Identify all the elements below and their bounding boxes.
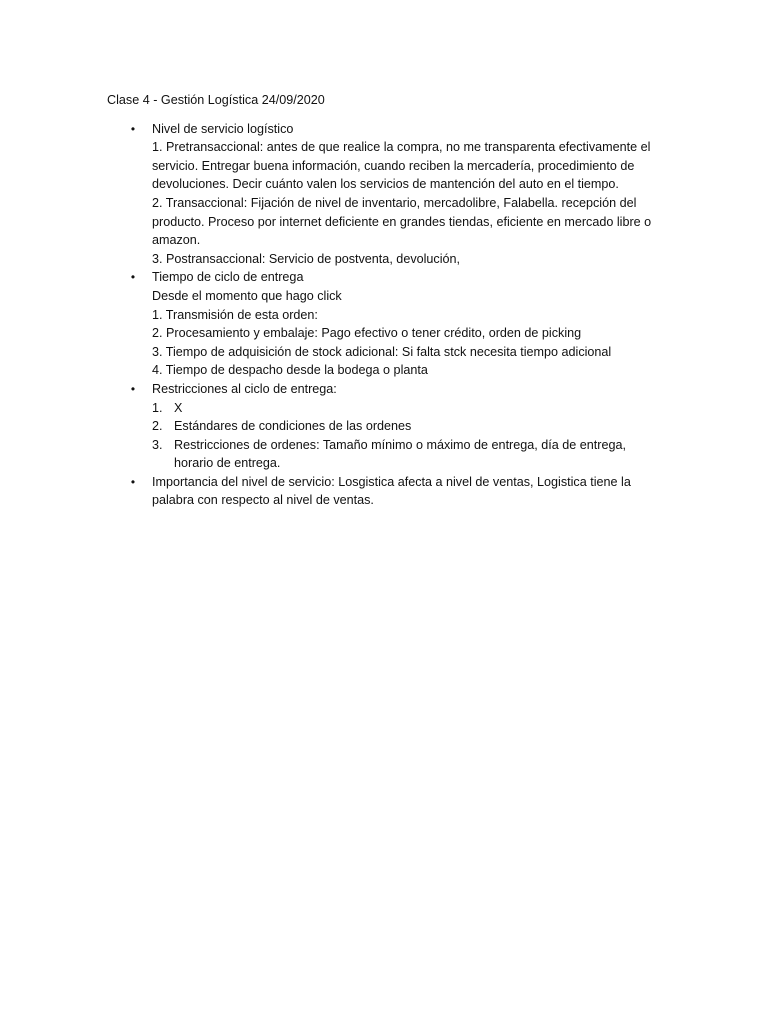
bullet-item-delivery-cycle	[107, 268, 667, 380]
bullet-dot-icon: •	[130, 381, 136, 396]
bullet-item-restrictions	[107, 380, 667, 473]
paragraph-line: 3. Postransaccional: Servicio de postventa, devolución,	[152, 251, 461, 266]
bullet-heading: Restricciones al ciclo de entrega:	[152, 381, 337, 396]
numbered-item	[152, 399, 667, 418]
paragraph-line: 2. Transaccional: Fijación de nivel de inventario, mercadolibre, Falabella. recepción del producto. Proceso por internet deficiente en grandes tiendas, eficiente en mercado libre o amazon.	[152, 195, 652, 248]
numbered-item-text: Restricciones de ordenes: Tamaño mínimo o máximo de entrega, día de entrega, horario de entrega.	[174, 437, 626, 471]
numbered-list	[152, 399, 667, 473]
bullet-heading: Nivel de servicio logístico	[152, 121, 294, 136]
paragraph-line: 1. Pretransaccional: antes de que realice la compra, no me transparenta efectivamente el servicio. Entregar buena información, cuando reciben la mercadería, procedimiento de devoluciones. Decir cuánto valen los servicios de mantención del auto en el tiempo.	[152, 140, 651, 192]
paragraph-line: 1. Transmisión de esta orden:	[152, 307, 318, 322]
numbered-item	[152, 417, 667, 436]
bullet-heading: Tiempo de ciclo de entrega	[152, 270, 304, 285]
numbered-item-text: Estándares de condiciones de las ordenes	[174, 419, 412, 434]
numbered-item-text: X	[174, 400, 183, 415]
document-title: Clase 4 - Gestión Logística 24/09/2020	[107, 93, 325, 107]
numbered-item-number: 2.	[152, 419, 163, 434]
numbered-item-number: 3.	[152, 437, 163, 452]
paragraph-line: Desde el momento que hago click	[152, 288, 342, 303]
bullet-dot-icon: •	[130, 270, 136, 285]
bullet-dot-icon: •	[130, 121, 136, 136]
numbered-item	[152, 436, 667, 473]
paragraph-line: 3. Tiempo de adquisición de stock adicional: Si falta stck necesita tiempo adicional	[152, 344, 612, 359]
document-body	[107, 91, 667, 510]
bullet-dot-icon: •	[130, 474, 136, 489]
bullet-item-service-level	[107, 120, 667, 269]
bullet-list	[107, 120, 667, 510]
bullet-item-importance	[107, 473, 667, 510]
paragraph-line: 4. Tiempo de despacho desde la bodega o planta	[152, 363, 428, 378]
numbered-item-number: 1.	[152, 400, 163, 415]
paragraph-line: 2. Procesamiento y embalaje: Pago efectivo o tener crédito, orden de picking	[152, 326, 582, 341]
bullet-heading: Importancia del nivel de servicio: Losgistica afecta a nivel de ventas, Logistica tiene la palabra con respecto al nivel de ventas.	[152, 474, 631, 508]
